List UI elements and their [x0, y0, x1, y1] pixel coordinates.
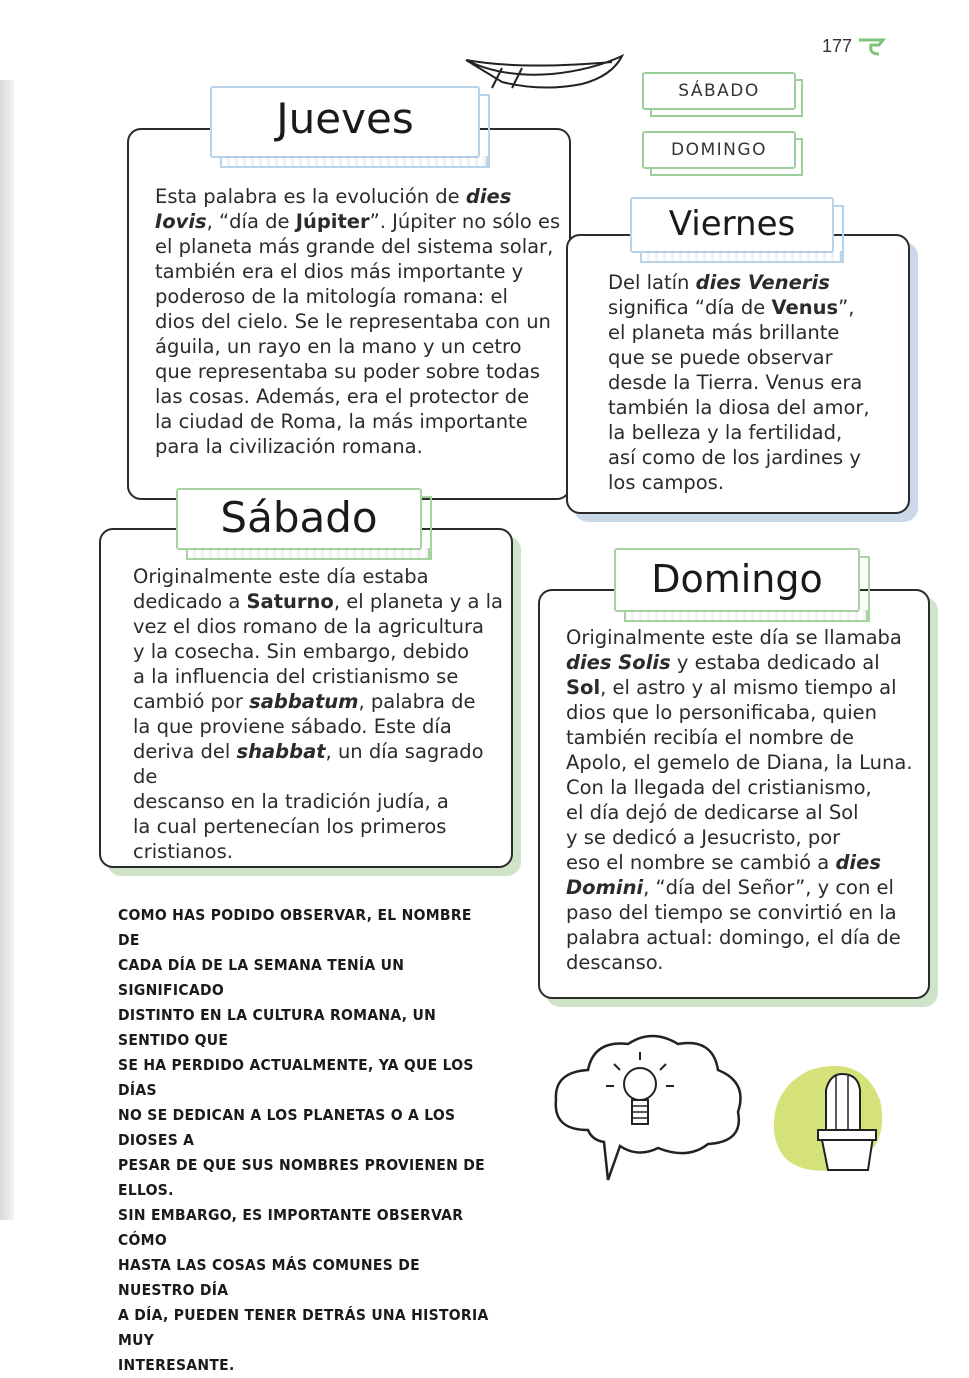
conclusion-line: SIN EMBARGO, ES IMPORTANTE OBSERVAR CÓMO [118, 1206, 464, 1249]
jueves-line: poderoso de la mitología romana: el [155, 285, 508, 308]
domingo-line: Originalmente este día se llamaba [566, 626, 902, 649]
domingo-card [538, 589, 930, 999]
viernes-line: así como de los jardines y [608, 446, 861, 469]
domingo-line: Domini, “día del Señor”, y con el [566, 876, 894, 899]
sabado-line: cristianos. [133, 840, 233, 863]
jueves-line: Esta palabra es la evolución de dies [155, 185, 512, 208]
page-corner-icon [857, 36, 887, 58]
label-sabado: SÁBADO [642, 72, 796, 110]
domingo-line: eso el nombre se cambió a dies [566, 851, 881, 874]
viernes-line: Del latín dies Veneris [608, 271, 830, 294]
viernes-text [608, 270, 908, 495]
domingo-line: Sol, el astro y al mismo tiempo al [566, 676, 897, 699]
jueves-line: el planeta más grande del sistema solar, [155, 235, 554, 258]
sabado-line: cambió por sabbatum, palabra de [133, 690, 476, 713]
viernes-line: los campos. [608, 471, 725, 494]
page-number: 177 [822, 36, 887, 58]
domingo-title: Domingo [614, 548, 860, 612]
label-domingo: DOMINGO [642, 131, 796, 169]
viernes-line: desde la Tierra. Venus era [608, 371, 863, 394]
viernes-line: también la diosa del amor, [608, 396, 870, 419]
viernes-line: que se puede observar [608, 346, 833, 369]
sabado-line: a la influencia del cristianismo se [133, 665, 459, 688]
idea-cloud-icon [548, 1030, 748, 1186]
jueves-text [155, 184, 565, 459]
jueves-line: águila, un rayo en la mano y un cetro [155, 335, 522, 358]
viernes-line: el planeta más brillante [608, 321, 840, 344]
conclusion-line: SE HA PERDIDO ACTUALMENTE, YA QUE LOS DÍAS [118, 1056, 474, 1099]
jueves-line: dios del cielo. Se le representaba con un [155, 310, 551, 333]
sabado-line: descanso en la tradición judía, a [133, 790, 449, 813]
domingo-line: dies Solis y estaba dedicado al [566, 651, 880, 674]
jueves-card [127, 128, 571, 500]
conclusion-line: HASTA LAS COSAS MÁS COMUNES DE NUESTRO DÍA [118, 1256, 420, 1299]
conclusion-line: INTERESANTE. [118, 1356, 235, 1374]
jueves-title: Jueves [210, 86, 480, 158]
domingo-line: descanso. [566, 951, 664, 974]
conclusion-line: CADA DÍA DE LA SEMANA TENÍA UN SIGNIFICADO [118, 956, 405, 999]
conclusion-line: DISTINTO EN LA CULTURA ROMANA, UN SENTIDO QUE [118, 1006, 437, 1049]
sabado-line: deriva del shabbat, un día sagrado de [133, 740, 484, 788]
viernes-title: Viernes [630, 197, 834, 253]
sabado-line: Originalmente este día estaba [133, 565, 429, 588]
conclusion-line: PESAR DE QUE SUS NOMBRES PROVIENEN DE ELLOS. [118, 1156, 485, 1199]
sabado-line: y la cosecha. Sin embargo, debido [133, 640, 470, 663]
book-spine-shadow [0, 80, 14, 1220]
viernes-card [566, 234, 910, 514]
jueves-line: también era el dios más importante y [155, 260, 524, 283]
sabado-line: la cual pertenecían los primeros [133, 815, 447, 838]
jueves-line: que representaba su poder sobre todas [155, 360, 541, 383]
sabado-line: la que proviene sábado. Este día [133, 715, 452, 738]
domingo-text [566, 625, 926, 975]
jueves-line: Iovis, “día de Júpiter”. Júpiter no sólo es [155, 210, 561, 233]
domingo-line: paso del tiempo se convirtió en la [566, 901, 897, 924]
conclusion-line: A DÍA, PUEDEN TENER DETRÁS UNA HISTORIA MUY [118, 1306, 489, 1349]
sabado-text [133, 564, 509, 864]
feather-quill-icon [462, 48, 630, 94]
jueves-line: las cosas. Además, era el protector de [155, 385, 530, 408]
cactus-icon [770, 1060, 900, 1180]
viernes-line: la belleza y la fertilidad, [608, 421, 843, 444]
domingo-line: el día dejó de dedicarse al Sol [566, 801, 859, 824]
sabado-title: Sábado [176, 488, 422, 550]
jueves-line: la ciudad de Roma, la más importante [155, 410, 528, 433]
jueves-line: para la civilización romana. [155, 435, 423, 458]
sabado-line: dedicado a Saturno, el planeta y a la [133, 590, 503, 613]
domingo-line: también recibía el nombre de [566, 726, 855, 749]
domingo-line: palabra actual: domingo, el día de [566, 926, 901, 949]
sabado-card [99, 528, 513, 868]
viernes-line: significa “día de Venus”, [608, 296, 855, 319]
domingo-line: Con la llegada del cristianismo, [566, 776, 872, 799]
conclusion-text [118, 903, 498, 1378]
domingo-line: y se dedicó a Jesucristo, por [566, 826, 841, 849]
domingo-line: dios que lo personificaba, quien [566, 701, 878, 724]
conclusion-line: COMO HAS PODIDO OBSERVAR, EL NOMBRE DE [118, 906, 472, 949]
conclusion-line: NO SE DEDICAN A LOS PLANETAS O A LOS DIOSES A [118, 1106, 456, 1149]
domingo-line: Apolo, el gemelo de Diana, la Luna. [566, 751, 913, 774]
sabado-line: vez el dios romano de la agricultura [133, 615, 484, 638]
